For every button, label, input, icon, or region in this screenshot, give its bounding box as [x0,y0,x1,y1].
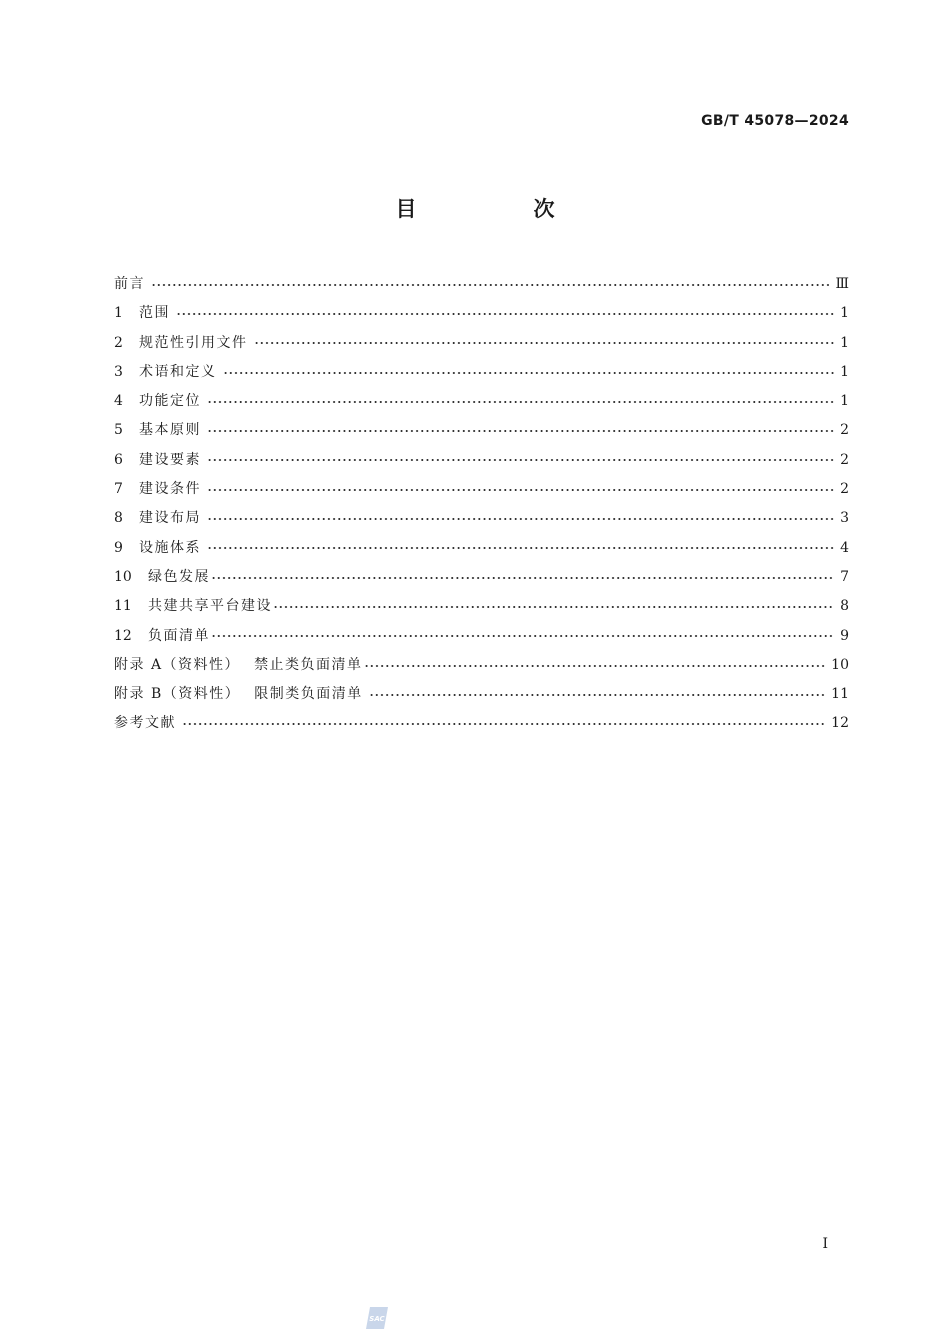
toc-leader [207,544,834,552]
toc-entry-text: 功能定位 [139,393,201,410]
toc-leader [211,574,834,582]
toc-entry-page: 2 [840,451,849,468]
toc-entry-page: 12 [831,715,849,732]
toc-entry-page: 2 [840,481,849,498]
toc-leader [223,369,835,377]
toc-entry-3[interactable] [114,358,849,387]
toc-annex-label: 附录 A（资料性） [114,656,241,673]
toc-entry-annex-b[interactable] [114,680,849,709]
toc-entry-12[interactable] [114,622,849,651]
toc-leader [176,310,834,318]
table-of-contents [114,270,849,739]
toc-entry-page: 1 [840,363,849,380]
toc-entry-page: 1 [840,393,849,410]
toc-entry-page: Ⅲ [835,276,849,292]
toc-entry-4[interactable] [114,387,849,416]
toc-entry-10[interactable] [114,563,849,592]
toc-entry-page: 9 [840,627,849,644]
toc-entry-foreword[interactable] [114,270,849,299]
toc-leader [364,662,826,670]
page-number: I [822,1236,828,1252]
toc-entry-text: 范围 [139,305,170,322]
toc-entry-text: 限制类负面清单 [254,686,363,703]
toc-leader [211,632,834,640]
toc-entry-number: 5 [114,422,123,439]
toc-entry-text: 规范性引用文件 [139,334,248,351]
toc-entry-number: 4 [114,393,123,410]
toc-entry-bibliography[interactable] [114,709,849,738]
toc-entry-8[interactable] [114,504,849,533]
toc-entry-number: 11 [114,598,132,615]
toc-leader [151,281,829,289]
toc-entry-page: 8 [840,598,849,615]
toc-annex-label: 附录 B（资料性） [114,686,241,703]
sac-logo-icon [364,1306,390,1330]
toc-entry-text: 参考文献 [114,715,176,732]
toc-leader [207,515,834,523]
toc-leader [207,486,834,494]
toc-entry-text: 基本原则 [139,422,201,439]
toc-entry-2[interactable] [114,329,849,358]
toc-leader [273,603,834,611]
toc-entry-number: 10 [114,568,132,585]
toc-entry-number: 8 [114,510,123,527]
toc-entry-text: 禁止类负面清单 [254,656,363,673]
toc-entry-text: 设施体系 [139,539,201,556]
sac-logo-text: SAC [369,1315,385,1323]
toc-entry-text: 前言 [114,276,145,292]
toc-leader [182,720,825,728]
toc-entry-text: 绿色发展 [148,568,210,585]
toc-entry-6[interactable] [114,446,849,475]
toc-entry-page: 1 [840,334,849,351]
toc-entry-number: 3 [114,363,123,380]
toc-entry-text: 术语和定义 [139,363,217,380]
toc-entry-text: 负面清单 [148,627,210,644]
toc-entry-page: 1 [840,305,849,322]
standard-code: GB/T 45078—2024 [701,113,849,129]
toc-entry-text: 共建共享平台建设 [148,598,272,615]
toc-entry-text: 建设要素 [139,451,201,468]
toc-entry-page: 11 [831,686,849,703]
toc-entry-number: 6 [114,451,123,468]
toc-entry-page: 2 [840,422,849,439]
toc-entry-number: 2 [114,334,123,351]
toc-entry-number: 9 [114,539,123,556]
toc-entry-text: 建设布局 [139,510,201,527]
toc-entry-number: 1 [114,305,123,322]
toc-entry-11[interactable] [114,592,849,621]
toc-leader [207,398,834,406]
toc-entry-page: 7 [840,568,849,585]
toc-entry-text: 建设条件 [139,481,201,498]
toc-leader [369,691,825,699]
toc-entry-annex-a[interactable] [114,651,849,680]
toc-entry-page: 10 [831,656,849,673]
toc-entry-7[interactable] [114,475,849,504]
page-title: 目 次 [395,197,603,221]
toc-entry-number: 12 [114,627,132,644]
toc-entry-9[interactable] [114,534,849,563]
toc-entry-5[interactable] [114,416,849,445]
toc-entry-page: 4 [840,539,849,556]
toc-leader [207,456,834,464]
toc-leader [254,339,835,347]
toc-entry-number: 7 [114,481,123,498]
toc-entry-page: 3 [840,510,849,527]
toc-leader [207,427,834,435]
toc-entry-1[interactable] [114,299,849,328]
